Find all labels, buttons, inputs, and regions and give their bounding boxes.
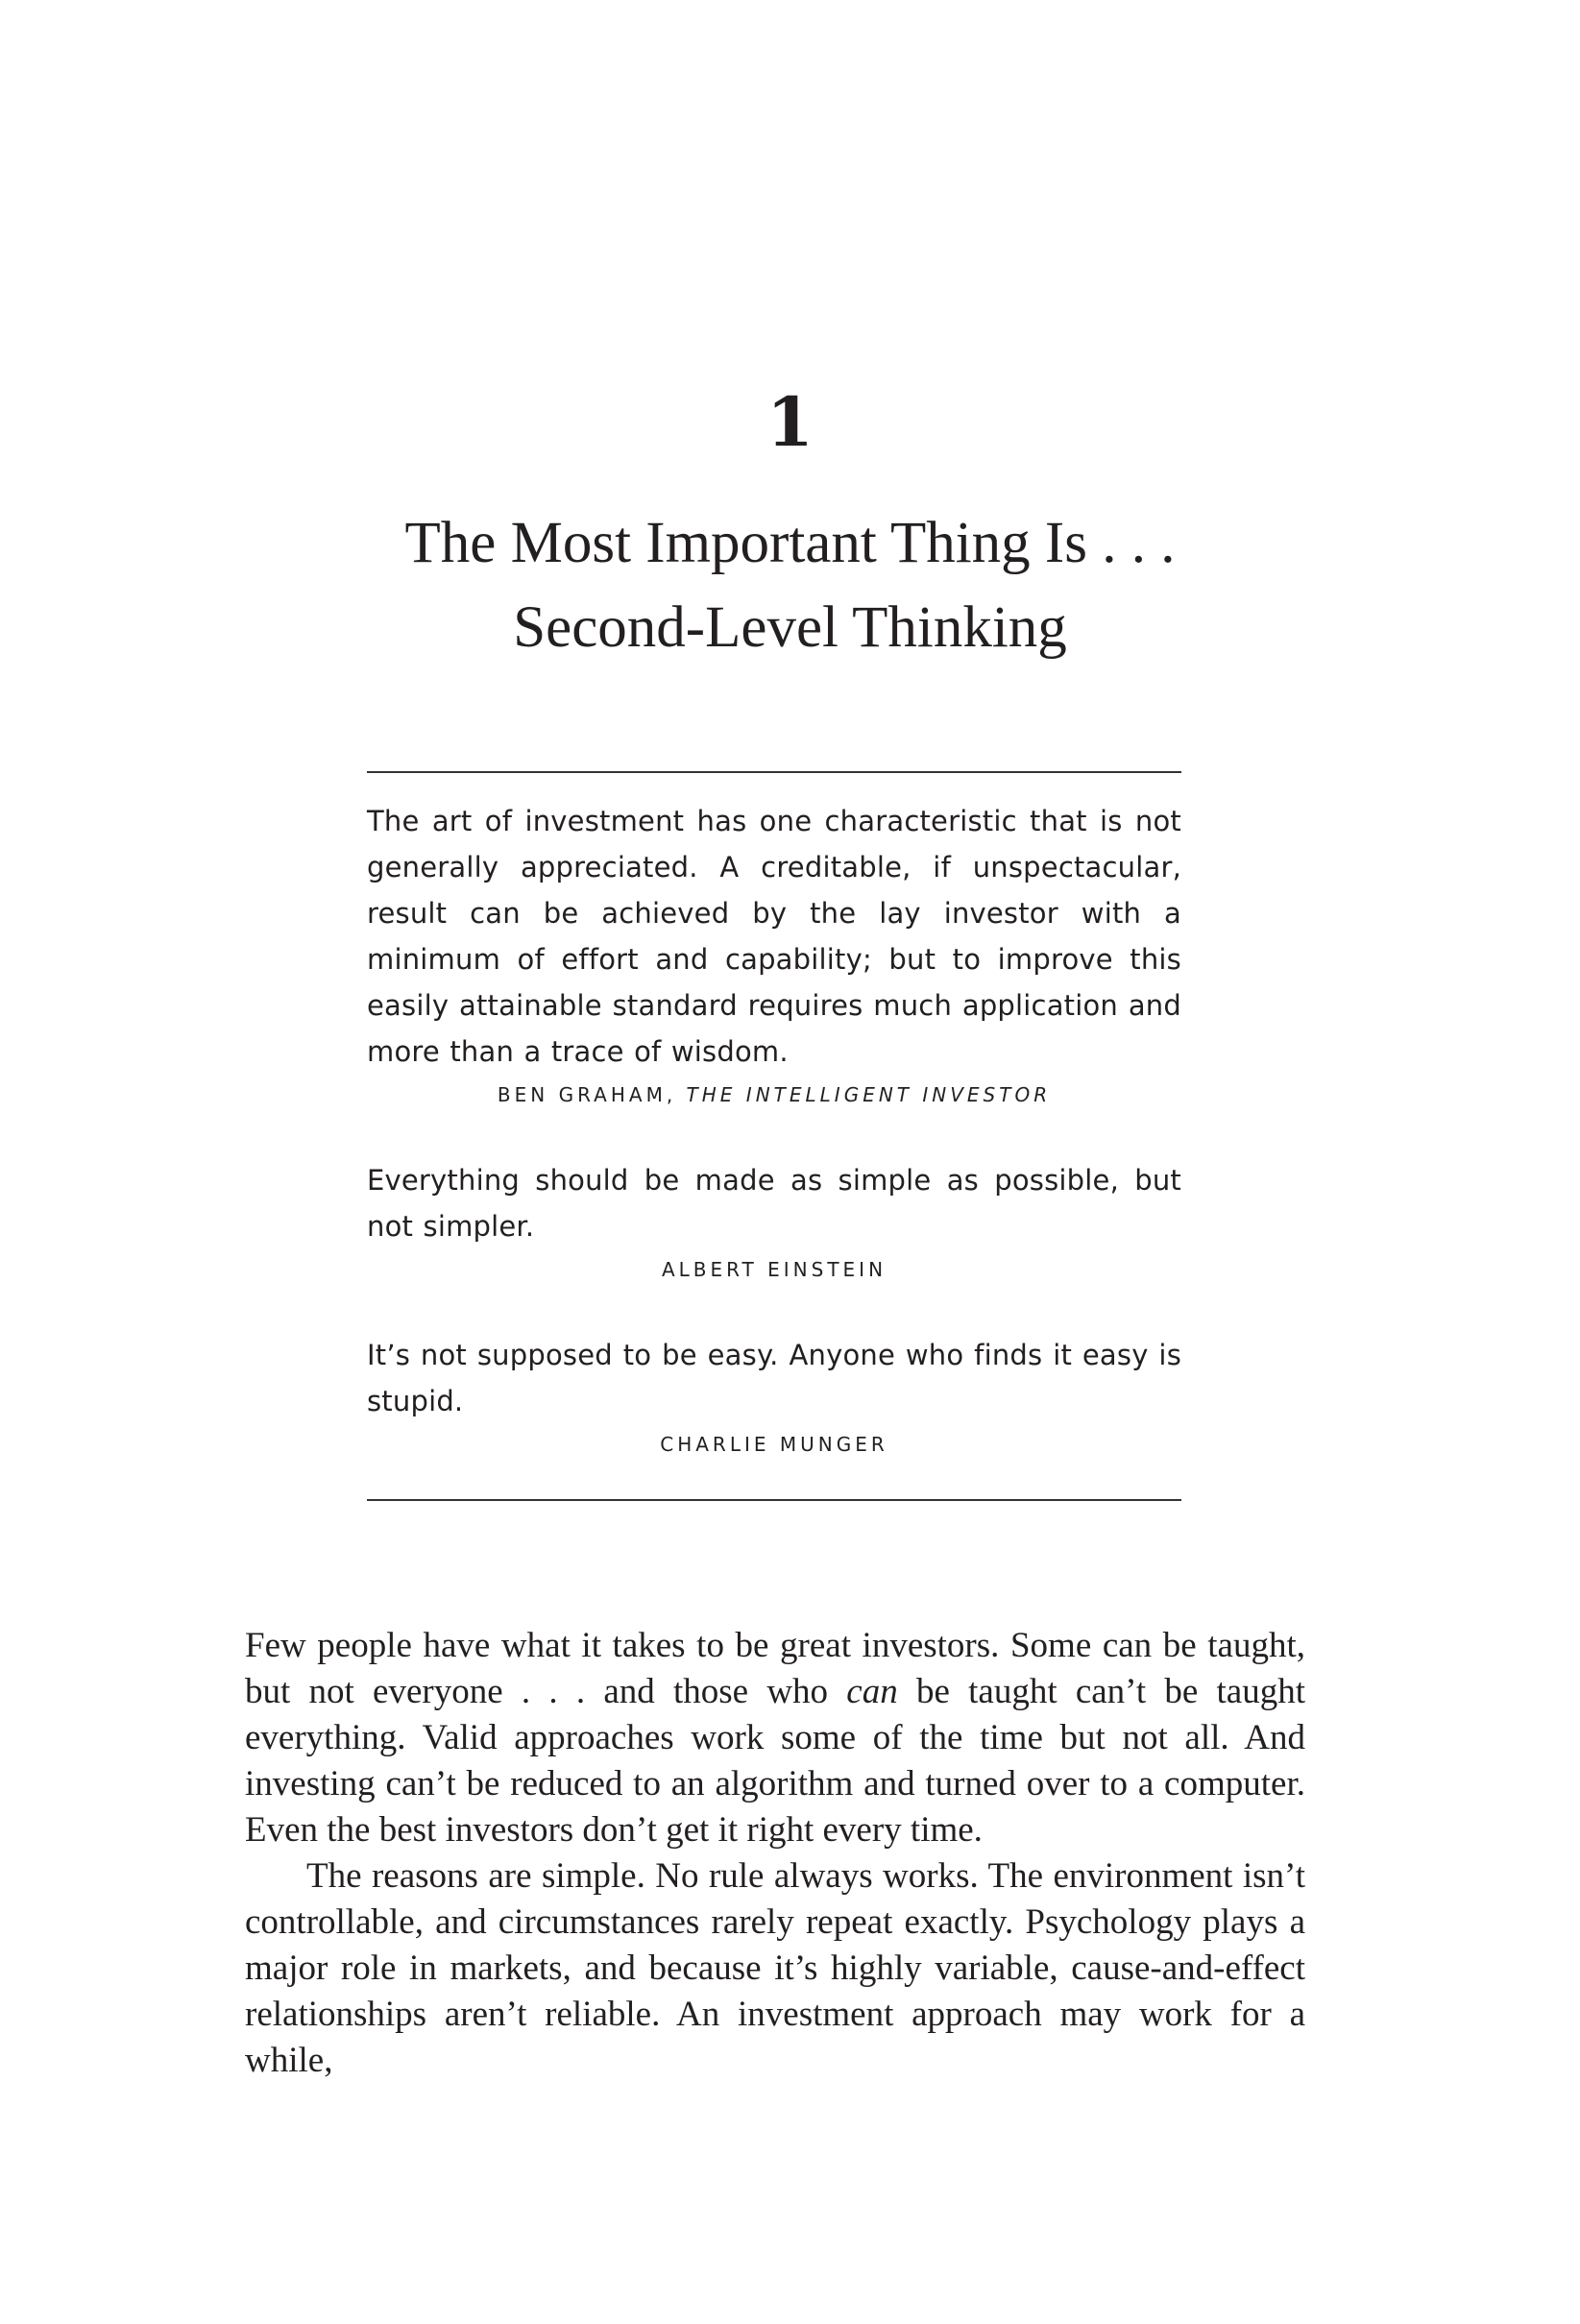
epigraph-quote: The art of investment has one characteristic that is not generally appreciated. A creditable, if unspectacular, result can be achieved by the lay investor with a minimum of effort and capability; but to improve this easily attainable standard requires much application and more than a trace of wisdom. (367, 805, 1181, 1068)
chapter-number: 1 (766, 382, 814, 462)
chapter-title-line-2: Second-Level Thinking (513, 595, 1067, 660)
body-paragraph-1-text-a: Few people have what it takes to be great investors. Some can be taught, but not everyone . . . and those who (245, 1626, 1305, 1711)
epigraph-attribution (367, 1430, 1181, 1459)
body-text (245, 1623, 1305, 2084)
chapter-title (0, 501, 1580, 670)
body-paragraph-1-text-b: be taught can’t be taught everything. Valid approaches work some of the time but not all. And investing can’t be reduced to an algorithm and turned over to a computer. Even the best investors don’t get it right every time. (245, 1672, 1305, 1850)
chapter-title-line-1: The Most Important Thing Is . . . (404, 511, 1176, 575)
epigraph-author: ALBERT EINSTEIN (661, 1258, 887, 1281)
epigraph-author: BEN GRAHAM, (497, 1083, 677, 1106)
epigraph-attribution (367, 1255, 1181, 1284)
epigraph-quote: It’s not supposed to be easy. Anyone who finds it easy is stupid. (367, 1339, 1181, 1417)
body-paragraph-1 (245, 1623, 1305, 1853)
epigraph-attribution (367, 1080, 1181, 1109)
epigraph-graham (367, 798, 1181, 1109)
epigraph-quote: Everything should be made as simple as possible, but not simpler. (367, 1164, 1181, 1243)
body-paragraph-1-emphasis: can (846, 1672, 898, 1711)
epigraph-author: CHARLIE MUNGER (660, 1433, 888, 1456)
epigraph-einstein (367, 1157, 1181, 1284)
epigraph-munger (367, 1332, 1181, 1459)
body-paragraph-2: The reasons are simple. No rule always works. The environment isn’t controllable, and circumstances rarely repeat exactly. Psychology plays a major role in markets, and because it’s highly variable, cause-and-effect relationships aren’t reliable. An investment approach may work for a while, (245, 1856, 1305, 2080)
epigraph-work-title: THE INTELLIGENT INVESTOR (686, 1083, 1052, 1106)
epigraph-block (367, 771, 1181, 1501)
